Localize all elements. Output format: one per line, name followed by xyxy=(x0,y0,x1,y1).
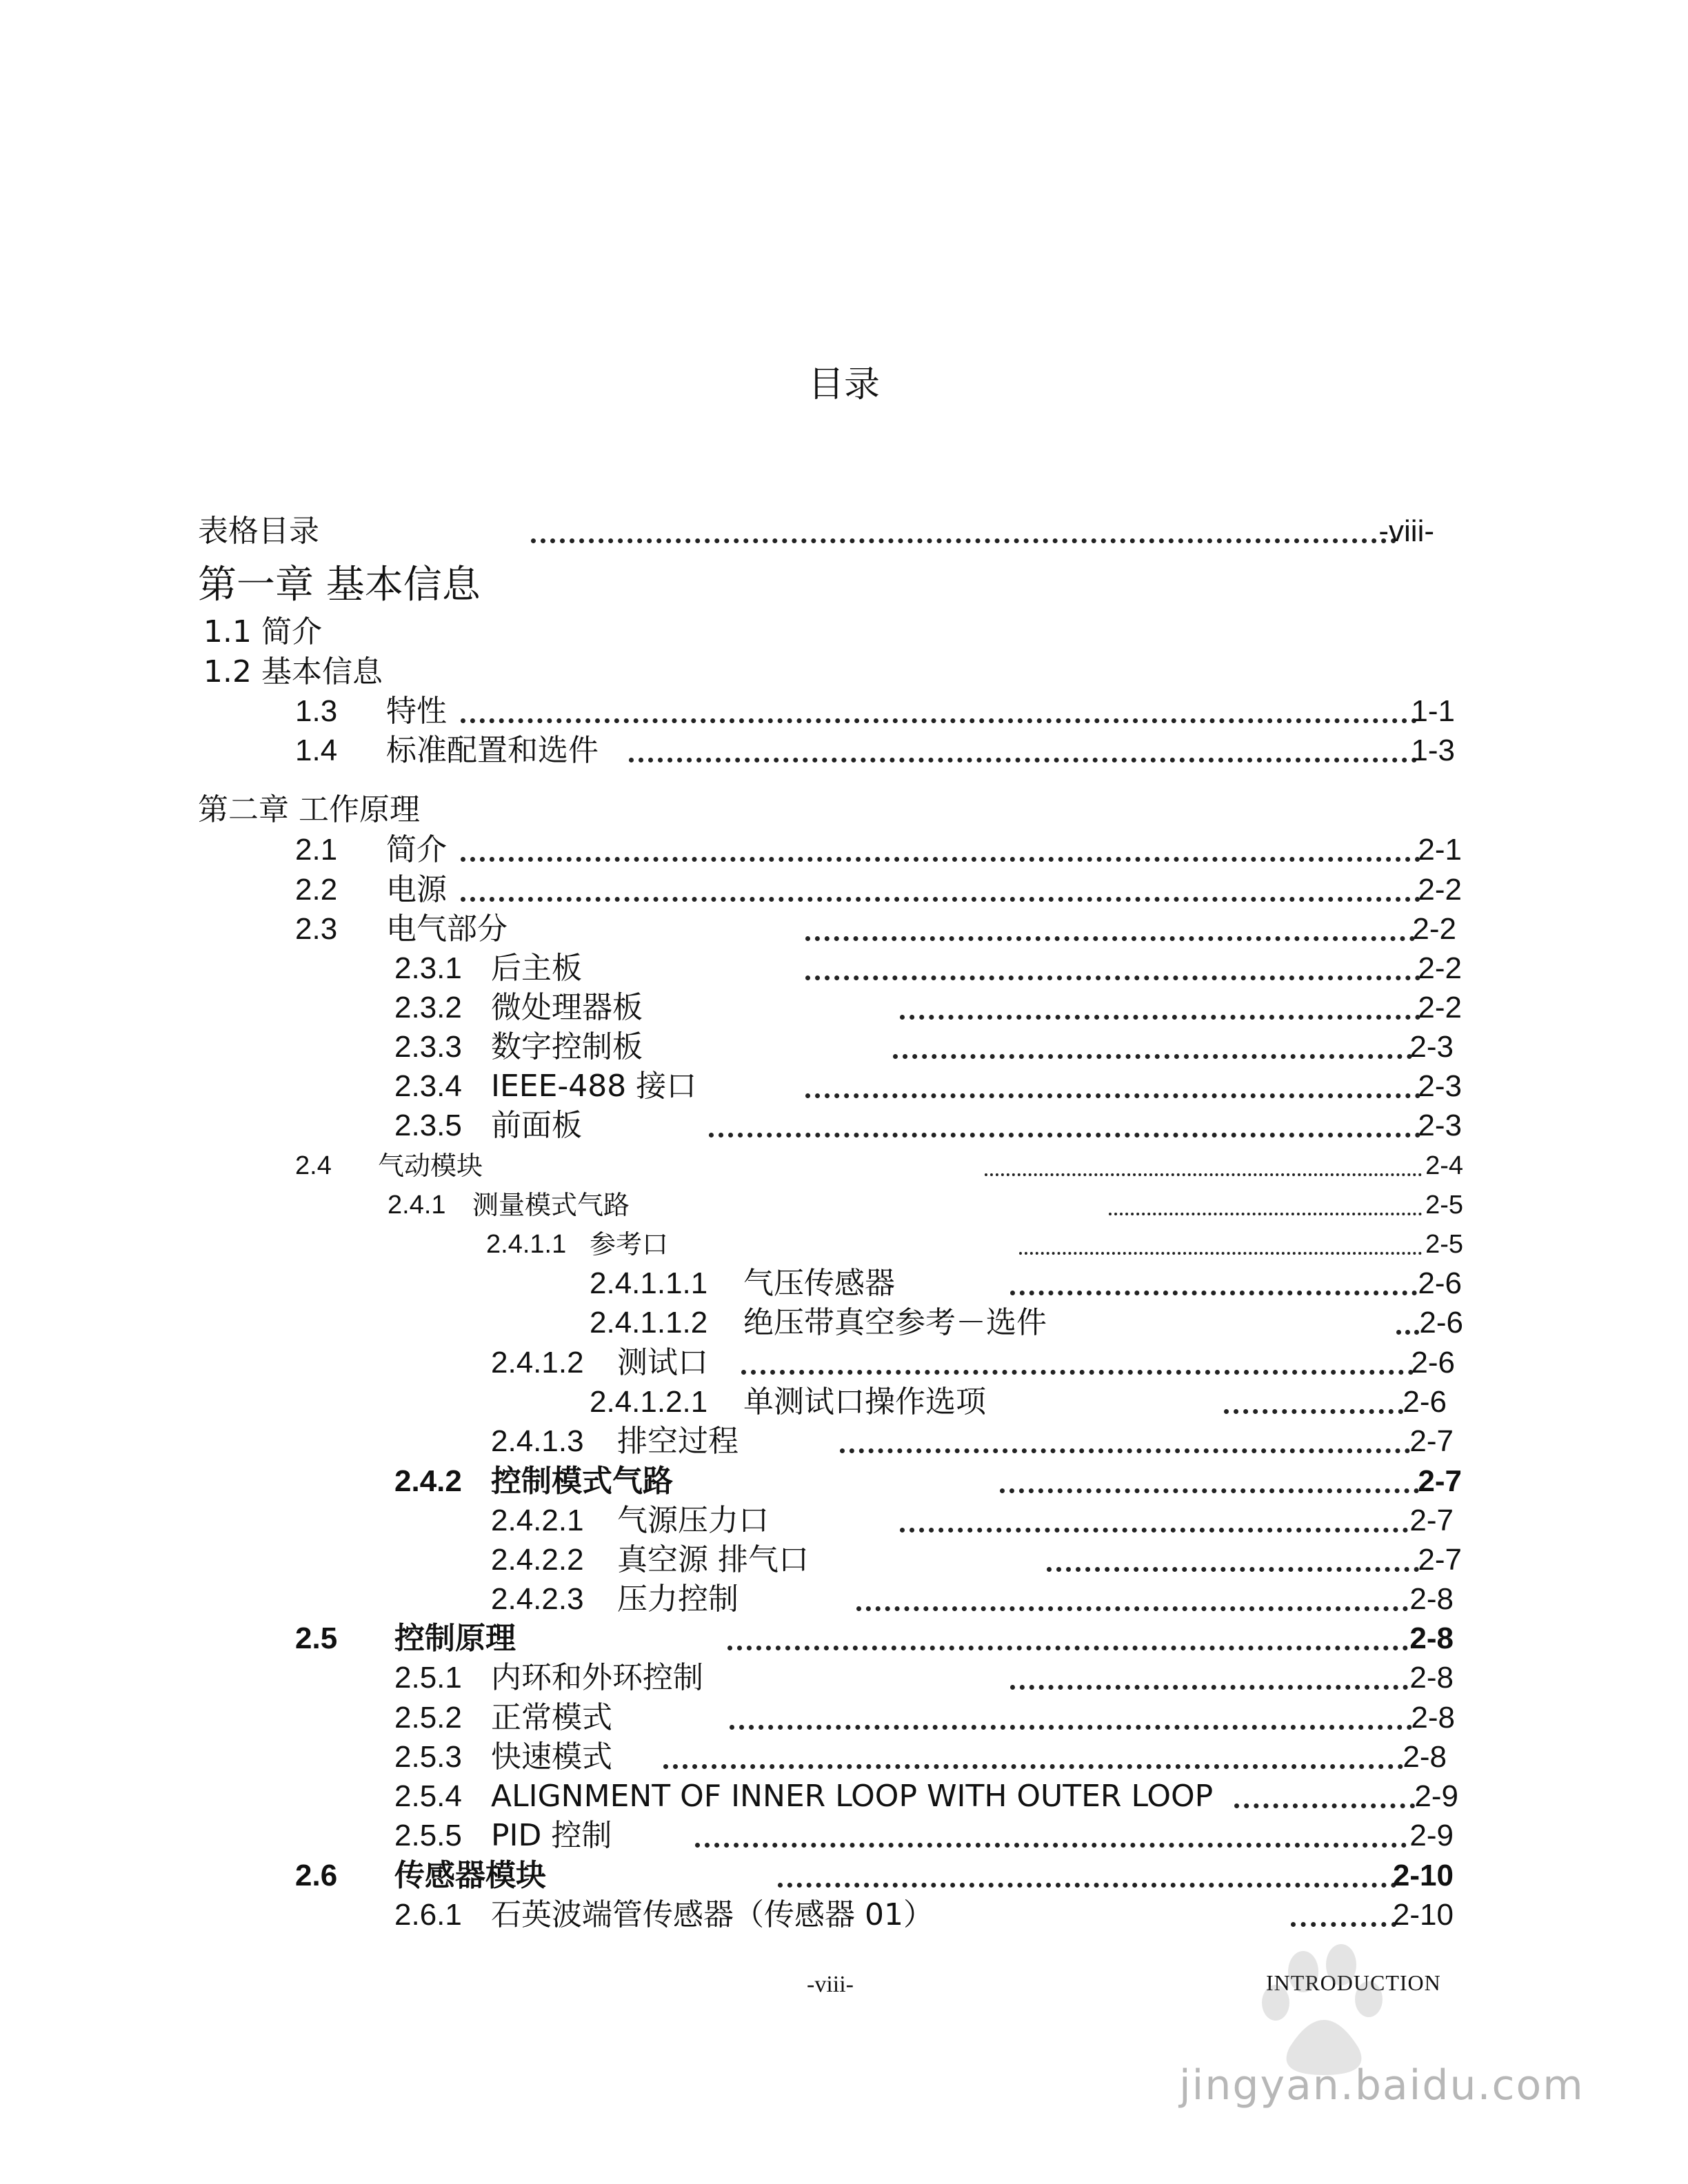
toc-entry-page: 2-5 xyxy=(1425,1191,1463,1220)
toc-entry-page: -viii- xyxy=(1378,514,1434,548)
toc-entry-title: 控制原理 xyxy=(394,1621,516,1656)
toc-entry-title: 参考口 xyxy=(590,1229,669,1260)
toc-entry-title: 控制模式气路 xyxy=(491,1464,673,1499)
page-title: 目录 xyxy=(807,364,880,405)
toc-entry-page: 2-5 xyxy=(1425,1230,1463,1259)
toc-entry-title: 1.1 简介 xyxy=(203,614,322,649)
toc-entry[interactable] xyxy=(0,909,1456,949)
toc-entry[interactable] xyxy=(0,830,1462,870)
toc-entry-title: 单测试口操作选项 xyxy=(743,1384,986,1419)
toc-entry-number: 2.6.1 xyxy=(394,1898,462,1932)
toc-dot-leader xyxy=(1224,1409,1403,1414)
toc-entry-page: 2-10 xyxy=(1392,1859,1454,1892)
toc-entry-title: 电源 xyxy=(386,872,447,907)
toc-entry-number: 2.4.1.2 xyxy=(491,1346,584,1379)
toc-entry-title: 前面板 xyxy=(491,1108,582,1143)
toc-entry-page: 2-10 xyxy=(1392,1898,1454,1932)
toc-entry-title: 绝压带真空参考－选件 xyxy=(743,1305,1047,1340)
toc-entry-page: 2-3 xyxy=(1418,1069,1462,1103)
toc-entry-title: 快速模式 xyxy=(491,1739,612,1775)
toc-dot-leader xyxy=(461,718,1417,723)
toc-entry-number: 2.4.2.2 xyxy=(491,1543,584,1577)
toc-entry-number: 1.4 xyxy=(295,734,338,767)
toc-entry-page: 2-4 xyxy=(1425,1151,1463,1180)
toc-dot-leader xyxy=(629,758,1417,762)
toc-entry-title: 真空源 排气口 xyxy=(617,1542,809,1577)
toc-entry-page: 2-6 xyxy=(1403,1385,1447,1419)
toc-entry[interactable] xyxy=(0,988,1462,1028)
toc-entry-number: 2.5.5 xyxy=(394,1819,462,1852)
toc-entry-number: 2.3.1 xyxy=(394,951,462,985)
toc-dot-leader xyxy=(531,538,1396,543)
toc-entry-title: 数字控制板 xyxy=(491,1029,643,1064)
toc-dot-leader xyxy=(461,897,1420,902)
toc-entry[interactable] xyxy=(0,652,1448,692)
toc-entry-title: 气压传感器 xyxy=(743,1266,895,1301)
toc-entry[interactable] xyxy=(0,1658,1454,1698)
toc-entry[interactable] xyxy=(0,1224,1463,1264)
toc-entry[interactable] xyxy=(0,870,1462,910)
toc-entry[interactable] xyxy=(0,1422,1454,1462)
toc-dot-leader xyxy=(663,1764,1403,1769)
toc-entry[interactable] xyxy=(0,1303,1463,1343)
toc-entry[interactable] xyxy=(0,1066,1462,1106)
toc-entry-number: 2.4.1.3 xyxy=(491,1424,584,1458)
toc-entry[interactable] xyxy=(0,1816,1454,1856)
toc-dot-leader xyxy=(893,1054,1412,1059)
toc-entry-number: 2.4.2.1 xyxy=(491,1504,584,1537)
toc-dot-leader xyxy=(985,1173,1422,1176)
toc-entry-title: 微处理器板 xyxy=(491,990,643,1025)
toc-dot-leader xyxy=(900,1015,1420,1020)
toc-entry-number: 2.5.4 xyxy=(394,1779,462,1813)
toc-entry-page: 2-2 xyxy=(1418,991,1462,1024)
toc-entry-number: 2.4.2.3 xyxy=(491,1582,584,1616)
toc-entry-title: 表格目录 xyxy=(198,514,319,549)
toc-entry-number: 2.6 xyxy=(295,1859,338,1892)
toc-entry-number: 2.4.1.1.2 xyxy=(590,1306,708,1339)
toc-entry[interactable] xyxy=(0,1146,1463,1186)
toc-entry[interactable] xyxy=(0,1777,1458,1817)
toc-entry-page: 2-7 xyxy=(1418,1543,1462,1577)
toc-entry[interactable] xyxy=(0,1106,1462,1146)
toc-entry-page: 1-3 xyxy=(1411,734,1455,767)
toc-entry-title: 排空过程 xyxy=(617,1424,738,1459)
toc-entry-number: 2.5.2 xyxy=(394,1701,462,1735)
toc-entry[interactable] xyxy=(0,1264,1462,1304)
toc-entry[interactable] xyxy=(0,1501,1454,1541)
toc-entry-page: 2-7 xyxy=(1409,1504,1454,1537)
toc-entry-number: 2.4.1.2.1 xyxy=(590,1385,708,1419)
toc-entry-page: 2-2 xyxy=(1418,951,1462,985)
toc-entry-page: 2-8 xyxy=(1409,1661,1454,1695)
toc-entry-title: 电气部分 xyxy=(386,911,508,947)
toc-dot-leader xyxy=(1234,1803,1415,1808)
toc-entry-number: 2.4 xyxy=(295,1151,332,1180)
toc-entry-title: 特性 xyxy=(386,694,447,729)
toc-entry-number: 2.4.1.1 xyxy=(486,1230,567,1259)
toc-entry-number: 2.5 xyxy=(295,1621,338,1655)
toc-entry-page: 2-9 xyxy=(1414,1779,1458,1813)
toc-entry-page: 2-8 xyxy=(1411,1701,1455,1735)
toc-entry-number: 2.3.5 xyxy=(394,1109,462,1142)
toc-entry-number: 2.4.1.1.1 xyxy=(590,1266,708,1300)
toc-dot-leader xyxy=(709,1133,1420,1138)
toc-dot-leader xyxy=(856,1606,1408,1611)
toc-entry-number: 2.4.1 xyxy=(388,1191,446,1220)
toc-dot-leader xyxy=(778,1883,1396,1888)
toc-entry[interactable] xyxy=(0,612,1448,652)
toc-entry-number: 2.2 xyxy=(295,873,338,907)
toc-entry-page: 2-1 xyxy=(1418,833,1462,867)
toc-dot-leader xyxy=(727,1646,1408,1650)
toc-dot-leader xyxy=(1019,1252,1422,1255)
toc-entry-number: 2.5.3 xyxy=(394,1740,462,1774)
toc-dot-leader xyxy=(695,1843,1407,1848)
toc-entry-number: 2.5.1 xyxy=(394,1661,462,1695)
toc-entry-page: 2-2 xyxy=(1412,912,1456,946)
toc-entry-number: 2.4.2 xyxy=(394,1464,462,1498)
toc-entry-page: 2-6 xyxy=(1418,1266,1462,1300)
toc-entry-page: 2-8 xyxy=(1403,1740,1447,1774)
toc-entry-page: 2-8 xyxy=(1409,1582,1454,1616)
toc-entry-number: 2.3 xyxy=(295,912,338,946)
toc-entry[interactable] xyxy=(0,1185,1463,1225)
toc-dot-leader xyxy=(461,857,1420,862)
toc-dot-leader xyxy=(741,1370,1414,1375)
toc-entry-number: 2.3.3 xyxy=(394,1030,462,1064)
watermark-url: jingyan.baidu.com xyxy=(1179,2061,1585,2110)
toc-dot-leader xyxy=(1000,1488,1419,1493)
toc-dot-leader xyxy=(1010,1685,1408,1690)
toc-entry-title: 测量模式气路 xyxy=(472,1190,630,1220)
footer-page-number: -viii- xyxy=(807,1972,854,1997)
toc-entry-title: 石英波端管传感器（传感器 01） xyxy=(491,1897,934,1932)
toc-entry-title: ALIGNMENT OF INNER LOOP WITH OUTER LOOP xyxy=(491,1779,1214,1814)
toc-entry[interactable] xyxy=(0,1856,1454,1896)
toc-entry-page: 2-3 xyxy=(1409,1030,1454,1064)
toc-entry-title: PID 控制 xyxy=(491,1818,612,1853)
toc-entry-page: 1-1 xyxy=(1411,694,1455,728)
toc-entry-title: 测试口 xyxy=(617,1345,708,1380)
toc-entry[interactable] xyxy=(0,1895,1454,1935)
footer-section-title: INTRODUCTION xyxy=(1266,1970,1441,1995)
toc-entry-title: 压力控制 xyxy=(617,1581,738,1617)
toc-entry[interactable] xyxy=(0,949,1462,989)
toc-dot-leader xyxy=(840,1448,1410,1453)
toc-entry-page: 2-6 xyxy=(1419,1306,1463,1339)
toc-entry-title: 标准配置和选件 xyxy=(386,733,599,768)
toc-entry-title: 气动模块 xyxy=(378,1151,483,1181)
toc-dot-leader xyxy=(900,1528,1408,1533)
toc-entry-page: 2-8 xyxy=(1409,1621,1454,1655)
toc-entry-page: 2-7 xyxy=(1409,1424,1454,1458)
toc-entry-title: 简介 xyxy=(386,832,447,867)
toc-entry[interactable] xyxy=(0,691,1455,731)
toc-dot-leader xyxy=(1109,1213,1422,1215)
toc-entry-number: 2.3.2 xyxy=(394,991,462,1024)
toc-entry-number: 2.3.4 xyxy=(394,1069,462,1103)
toc-entry[interactable] xyxy=(0,1462,1462,1502)
toc-entry[interactable] xyxy=(0,1619,1454,1659)
toc-dot-leader xyxy=(1010,1291,1417,1295)
toc-entry-number: 1.3 xyxy=(295,694,338,728)
toc-entry[interactable] xyxy=(0,731,1455,771)
toc-entry[interactable] xyxy=(0,1343,1455,1383)
toc-entry-title: 正常模式 xyxy=(491,1700,612,1735)
toc-entry-title: IEEE-488 接口 xyxy=(491,1069,697,1104)
toc-entry-title: 气源压力口 xyxy=(617,1503,769,1538)
toc-entry-title: 传感器模块 xyxy=(394,1858,546,1893)
toc-entry-title: 第一章 基本信息 xyxy=(198,563,481,607)
toc-dot-leader xyxy=(1291,1922,1396,1927)
toc-entry-page: 2-7 xyxy=(1418,1464,1462,1498)
toc-entry-page: 2-9 xyxy=(1409,1819,1454,1852)
toc-entry-title: 内环和外环控制 xyxy=(491,1660,703,1695)
toc-entry-page: 2-6 xyxy=(1411,1346,1455,1379)
toc-dot-leader xyxy=(805,975,1420,980)
toc-dot-leader xyxy=(805,1093,1420,1098)
toc-dot-leader xyxy=(1047,1567,1419,1572)
toc-entry[interactable] xyxy=(0,790,1448,830)
toc-entry[interactable] xyxy=(0,1027,1454,1067)
toc-entry-page: 2-3 xyxy=(1418,1109,1462,1142)
toc-entry-title: 1.2 基本信息 xyxy=(203,654,383,689)
toc-entry-title: 后主板 xyxy=(491,951,582,986)
toc-entry-page: 2-2 xyxy=(1418,873,1462,907)
toc-entry[interactable] xyxy=(0,1698,1455,1738)
toc-entry-number: 2.1 xyxy=(295,833,338,867)
toc-entry[interactable] xyxy=(0,1540,1462,1580)
toc-dot-leader xyxy=(1396,1330,1419,1335)
toc-entry[interactable] xyxy=(0,1737,1447,1777)
toc-entry[interactable] xyxy=(0,565,1448,605)
toc-dot-leader xyxy=(805,936,1415,941)
toc-dot-leader xyxy=(730,1725,1412,1730)
toc-entry[interactable] xyxy=(0,1382,1447,1422)
toc-entry[interactable] xyxy=(0,1579,1454,1619)
toc-entry-title: 第二章 工作原理 xyxy=(198,792,420,827)
toc-entry[interactable] xyxy=(0,512,1434,552)
